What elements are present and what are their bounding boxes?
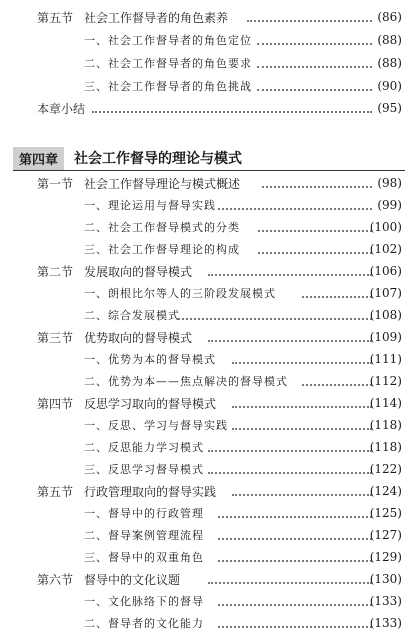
subsection-title: 二、反思能力学习模式 bbox=[84, 441, 204, 454]
toc-entry bbox=[0, 370, 418, 392]
subsection-title: 二、综合发展模式 bbox=[84, 309, 180, 322]
subsection-title: 二、社会工作督导者的角色要求 bbox=[84, 57, 252, 70]
toc-entry bbox=[0, 172, 418, 194]
toc-entry bbox=[0, 436, 418, 458]
leader-dots bbox=[208, 438, 372, 452]
leader-dots bbox=[302, 372, 372, 386]
toc-entry bbox=[0, 392, 418, 414]
subsection-title: 二、督导案例管理流程 bbox=[84, 529, 204, 542]
leader-dots bbox=[257, 54, 372, 68]
page-number: (112) bbox=[369, 374, 402, 388]
leader-dots bbox=[218, 196, 372, 210]
toc-entry bbox=[0, 216, 418, 238]
page-number: (102) bbox=[369, 242, 402, 256]
toc-entry bbox=[0, 52, 418, 74]
page-number: (127) bbox=[369, 528, 402, 542]
page-number: (98) bbox=[377, 176, 402, 190]
toc-entry bbox=[0, 524, 418, 546]
chapter-divider bbox=[13, 170, 405, 171]
leader-dots bbox=[218, 504, 372, 518]
leader-dots bbox=[232, 482, 372, 496]
leader-dots bbox=[232, 394, 372, 408]
subsection-title: 一、社会工作督导者的角色定位 bbox=[84, 34, 252, 47]
chapter-title: 社会工作督导的理论与模式 bbox=[74, 151, 243, 167]
leader-dots bbox=[257, 31, 372, 45]
toc-entry bbox=[0, 75, 418, 97]
toc-entry bbox=[0, 612, 418, 634]
leader-dots bbox=[218, 614, 372, 628]
toc-entry bbox=[0, 326, 418, 348]
page-number: (124) bbox=[369, 484, 402, 498]
page-number: (130) bbox=[369, 572, 402, 586]
page-number: (108) bbox=[369, 308, 402, 322]
section-title: 行政管理取向的督导实践 bbox=[84, 484, 217, 499]
page-number: (90) bbox=[377, 79, 402, 93]
toc-entry bbox=[0, 502, 418, 524]
subsection-title: 二、督导者的文化能力 bbox=[84, 617, 204, 630]
page-number: (118) bbox=[369, 440, 402, 454]
leader-dots bbox=[208, 460, 372, 474]
page-number: (106) bbox=[369, 264, 402, 278]
page-number: (100) bbox=[369, 220, 402, 234]
section-title: 反思学习取向的督导模式 bbox=[84, 396, 217, 411]
toc-entry bbox=[0, 238, 418, 260]
section-number: 第五节 bbox=[37, 484, 74, 499]
section-title: 发展取向的督导模式 bbox=[84, 264, 193, 279]
toc-entry bbox=[0, 348, 418, 370]
leader-dots bbox=[258, 240, 372, 254]
section-title: 优势取向的督导模式 bbox=[84, 330, 193, 345]
toc-entry bbox=[0, 568, 418, 590]
leader-dots bbox=[247, 8, 372, 22]
page-number: (86) bbox=[377, 10, 402, 24]
subsection-title: 二、社会工作督导模式的分类 bbox=[84, 221, 240, 234]
page-number: (88) bbox=[377, 56, 402, 70]
subsection-title: 三、督导中的双重角色 bbox=[84, 551, 204, 564]
section-number: 第五节 bbox=[37, 10, 74, 25]
section-number: 第二节 bbox=[37, 264, 74, 279]
toc-entry bbox=[0, 458, 418, 480]
chapter-heading bbox=[13, 146, 405, 170]
leader-dots bbox=[208, 328, 372, 342]
leader-dots bbox=[302, 284, 372, 298]
leader-dots bbox=[262, 174, 372, 188]
page-number: (88) bbox=[377, 33, 402, 47]
section-title: 督导中的文化议题 bbox=[84, 572, 181, 587]
section-number: 第三节 bbox=[37, 330, 74, 345]
page-number: (125) bbox=[369, 506, 402, 520]
chapter-summary-title: 本章小结 bbox=[37, 101, 86, 116]
subsection-title: 一、优势为本的督导模式 bbox=[84, 353, 216, 366]
subsection-title: 二、优势为本——焦点解决的督导模式 bbox=[84, 375, 288, 388]
subsection-title: 一、朗根比尔等人的三阶段发展模式 bbox=[84, 287, 276, 300]
section-number: 第六节 bbox=[37, 572, 74, 587]
page-number: (129) bbox=[369, 550, 402, 564]
leader-dots bbox=[218, 592, 372, 606]
page-number: (133) bbox=[369, 594, 402, 608]
subsection-title: 一、理论运用与督导实践 bbox=[84, 199, 216, 212]
toc-entry bbox=[0, 546, 418, 568]
page-number: (109) bbox=[369, 330, 402, 344]
subsection-title: 一、文化脉络下的督导 bbox=[84, 595, 204, 608]
toc-entry bbox=[0, 6, 418, 28]
leader-dots bbox=[258, 218, 372, 232]
leader-dots bbox=[208, 262, 372, 276]
subsection-title: 一、督导中的行政管理 bbox=[84, 507, 204, 520]
toc-entry bbox=[0, 414, 418, 436]
page-number: (122) bbox=[369, 462, 402, 476]
section-title: 社会工作督导理论与模式概述 bbox=[84, 176, 241, 191]
page-number: (111) bbox=[369, 352, 402, 366]
leader-dots bbox=[257, 77, 372, 91]
toc-entry bbox=[0, 590, 418, 612]
chapter-number: 第四章 bbox=[13, 147, 64, 170]
subsection-title: 三、反思学习督导模式 bbox=[84, 463, 204, 476]
toc-entry bbox=[0, 480, 418, 502]
page-number: (99) bbox=[377, 198, 402, 212]
section-number: 第一节 bbox=[37, 176, 74, 191]
toc-entry bbox=[0, 194, 418, 216]
page-number: (114) bbox=[369, 396, 402, 410]
subsection-title: 一、反思、学习与督导实践 bbox=[84, 419, 228, 432]
subsection-title: 三、社会工作督导者的角色挑战 bbox=[84, 80, 252, 93]
section-number: 第四节 bbox=[37, 396, 74, 411]
page-number: (107) bbox=[369, 286, 402, 300]
leader-dots bbox=[92, 99, 372, 113]
page-number: (118) bbox=[369, 418, 402, 432]
toc-entry bbox=[0, 97, 418, 119]
toc-entry bbox=[0, 282, 418, 304]
leader-dots bbox=[232, 350, 372, 364]
leader-dots bbox=[178, 306, 372, 320]
leader-dots bbox=[208, 570, 372, 584]
leader-dots bbox=[218, 548, 372, 562]
toc-entry bbox=[0, 304, 418, 326]
leader-dots bbox=[232, 416, 372, 430]
page-number: (95) bbox=[377, 101, 402, 115]
section-title: 社会工作督导者的角色素养 bbox=[84, 10, 229, 25]
subsection-title: 三、社会工作督导理论的构成 bbox=[84, 243, 240, 256]
toc-entry bbox=[0, 260, 418, 282]
page-number: (133) bbox=[369, 616, 402, 630]
leader-dots bbox=[218, 526, 372, 540]
toc-entry bbox=[0, 29, 418, 51]
